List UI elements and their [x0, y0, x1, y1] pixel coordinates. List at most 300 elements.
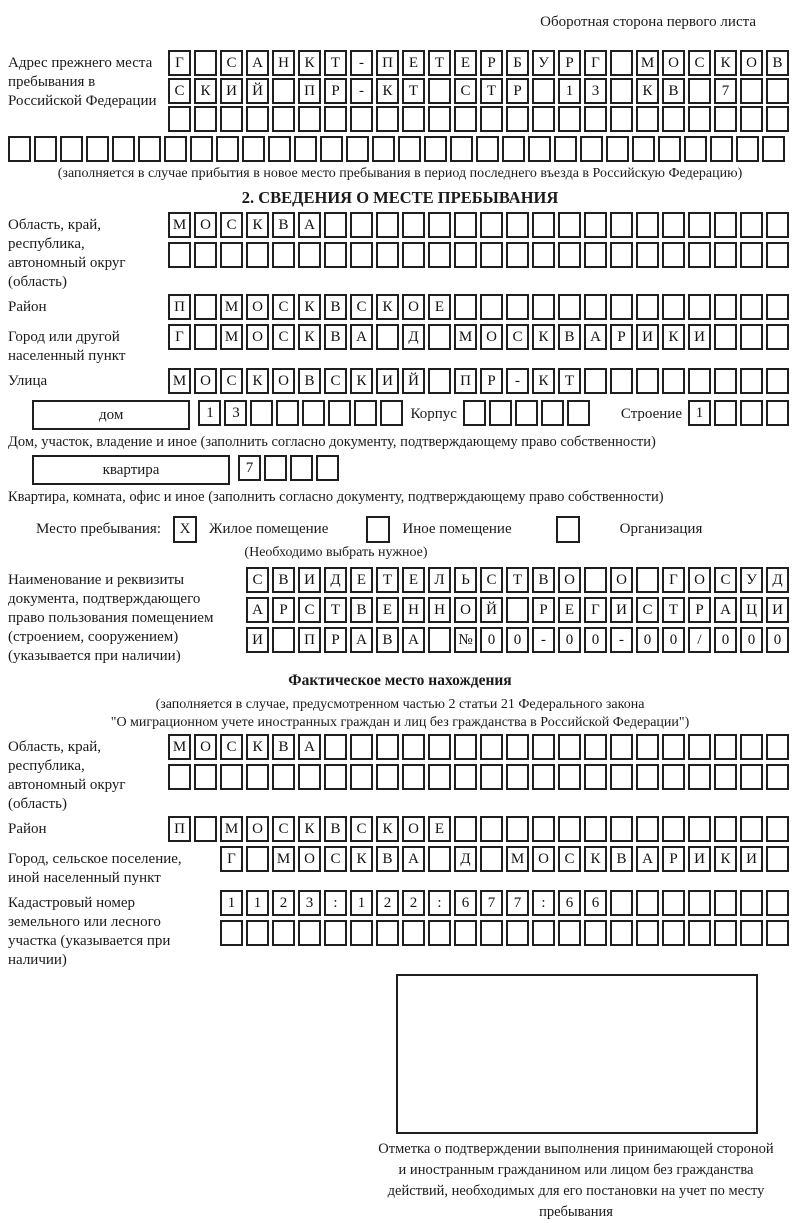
char-cell[interactable]: Г — [584, 597, 607, 623]
char-cell[interactable]: С — [714, 567, 737, 593]
char-cell[interactable] — [320, 136, 343, 162]
char-cell[interactable] — [194, 764, 217, 790]
char-cell[interactable] — [380, 400, 403, 426]
char-cell[interactable] — [528, 136, 551, 162]
char-cell[interactable]: 0 — [636, 627, 659, 653]
char-cell[interactable]: А — [298, 734, 321, 760]
char-cell[interactable]: Б — [506, 50, 529, 76]
char-cell[interactable]: - — [532, 627, 555, 653]
char-cell[interactable]: : — [532, 890, 555, 916]
char-cell[interactable]: Т — [558, 368, 581, 394]
char-cell[interactable]: М — [168, 368, 191, 394]
zhiloe-checkbox[interactable]: X — [173, 516, 197, 543]
char-cell[interactable] — [762, 136, 785, 162]
char-cell[interactable]: Р — [532, 597, 555, 623]
char-cell[interactable] — [740, 400, 763, 426]
char-cell[interactable]: О — [194, 734, 217, 760]
char-cell[interactable] — [454, 242, 477, 268]
char-cell[interactable] — [506, 212, 529, 238]
char-cell[interactable] — [610, 242, 633, 268]
char-cell[interactable]: 1 — [220, 890, 243, 916]
char-cell[interactable]: О — [610, 567, 633, 593]
char-cell[interactable] — [714, 890, 737, 916]
char-cell[interactable] — [766, 816, 789, 842]
char-cell[interactable] — [740, 78, 763, 104]
char-cell[interactable]: О — [402, 816, 425, 842]
char-cell[interactable]: И — [246, 627, 269, 653]
char-cell[interactable]: : — [428, 890, 451, 916]
char-cell[interactable] — [714, 764, 737, 790]
char-cell[interactable] — [688, 368, 711, 394]
char-cell[interactable] — [480, 816, 503, 842]
char-cell[interactable] — [766, 368, 789, 394]
char-cell[interactable] — [480, 764, 503, 790]
char-cell[interactable] — [532, 764, 555, 790]
char-cell[interactable]: С — [220, 368, 243, 394]
char-cell[interactable]: Й — [402, 368, 425, 394]
char-cell[interactable] — [766, 400, 789, 426]
char-cell[interactable] — [480, 212, 503, 238]
char-cell[interactable]: В — [662, 78, 685, 104]
char-cell[interactable] — [350, 764, 373, 790]
char-cell[interactable]: М — [168, 212, 191, 238]
char-cell[interactable]: В — [324, 294, 347, 320]
char-cell[interactable]: К — [350, 846, 373, 872]
char-cell[interactable]: С — [272, 294, 295, 320]
char-cell[interactable]: Й — [246, 78, 269, 104]
char-cell[interactable] — [515, 400, 538, 426]
char-cell[interactable] — [428, 106, 451, 132]
char-cell[interactable] — [714, 324, 737, 350]
char-cell[interactable] — [532, 816, 555, 842]
char-cell[interactable]: Р — [506, 78, 529, 104]
char-cell[interactable] — [636, 212, 659, 238]
char-cell[interactable] — [402, 764, 425, 790]
char-cell[interactable] — [766, 212, 789, 238]
char-cell[interactable] — [298, 242, 321, 268]
char-cell[interactable] — [532, 294, 555, 320]
char-cell[interactable] — [194, 50, 217, 76]
char-cell[interactable]: Н — [402, 597, 425, 623]
char-cell[interactable]: К — [376, 78, 399, 104]
char-cell[interactable] — [428, 78, 451, 104]
char-cell[interactable] — [138, 136, 161, 162]
char-cell[interactable] — [168, 106, 191, 132]
char-cell[interactable] — [272, 78, 295, 104]
char-cell[interactable]: Г — [168, 50, 191, 76]
char-cell[interactable] — [428, 627, 451, 653]
char-cell[interactable] — [558, 212, 581, 238]
char-cell[interactable] — [532, 242, 555, 268]
char-cell[interactable]: А — [246, 597, 269, 623]
char-cell[interactable] — [298, 920, 321, 946]
char-cell[interactable]: И — [298, 567, 321, 593]
char-cell[interactable] — [376, 212, 399, 238]
char-cell[interactable] — [710, 136, 733, 162]
char-cell[interactable] — [532, 78, 555, 104]
char-cell[interactable] — [220, 242, 243, 268]
char-cell[interactable]: О — [298, 846, 321, 872]
char-cell[interactable]: 0 — [506, 627, 529, 653]
char-cell[interactable] — [636, 242, 659, 268]
char-cell[interactable] — [740, 106, 763, 132]
char-cell[interactable]: - — [506, 368, 529, 394]
char-cell[interactable]: О — [558, 567, 581, 593]
char-cell[interactable]: О — [402, 294, 425, 320]
char-cell[interactable] — [567, 400, 590, 426]
char-cell[interactable] — [164, 136, 187, 162]
char-cell[interactable]: С — [220, 734, 243, 760]
char-cell[interactable] — [324, 920, 347, 946]
char-cell[interactable]: 7 — [238, 455, 261, 481]
char-cell[interactable] — [454, 294, 477, 320]
char-cell[interactable] — [766, 106, 789, 132]
char-cell[interactable]: Р — [662, 846, 685, 872]
char-cell[interactable] — [584, 242, 607, 268]
char-cell[interactable]: И — [220, 78, 243, 104]
char-cell[interactable]: О — [246, 294, 269, 320]
char-cell[interactable]: 1 — [558, 78, 581, 104]
char-cell[interactable] — [402, 920, 425, 946]
char-cell[interactable]: В — [324, 324, 347, 350]
char-cell[interactable] — [346, 136, 369, 162]
char-cell[interactable] — [688, 242, 711, 268]
char-cell[interactable] — [272, 920, 295, 946]
char-cell[interactable] — [532, 106, 555, 132]
char-cell[interactable] — [584, 294, 607, 320]
char-cell[interactable] — [662, 816, 685, 842]
char-cell[interactable] — [662, 212, 685, 238]
char-cell[interactable] — [506, 816, 529, 842]
char-cell[interactable]: В — [272, 567, 295, 593]
char-cell[interactable] — [376, 764, 399, 790]
char-cell[interactable]: / — [688, 627, 711, 653]
char-cell[interactable]: О — [194, 368, 217, 394]
char-cell[interactable]: Т — [506, 567, 529, 593]
char-cell[interactable]: 3 — [224, 400, 247, 426]
char-cell[interactable] — [428, 734, 451, 760]
char-cell[interactable] — [354, 400, 377, 426]
char-cell[interactable]: 3 — [298, 890, 321, 916]
char-cell[interactable]: А — [246, 50, 269, 76]
char-cell[interactable]: М — [506, 846, 529, 872]
char-cell[interactable] — [428, 324, 451, 350]
char-cell[interactable] — [376, 324, 399, 350]
char-cell[interactable]: А — [350, 627, 373, 653]
char-cell[interactable] — [610, 106, 633, 132]
char-cell[interactable]: 2 — [376, 890, 399, 916]
char-cell[interactable] — [302, 400, 325, 426]
char-cell[interactable] — [662, 764, 685, 790]
char-cell[interactable] — [740, 816, 763, 842]
char-cell[interactable] — [740, 242, 763, 268]
char-cell[interactable] — [276, 400, 299, 426]
char-cell[interactable]: И — [766, 597, 789, 623]
char-cell[interactable]: Р — [610, 324, 633, 350]
char-cell[interactable]: Е — [350, 567, 373, 593]
char-cell[interactable] — [636, 567, 659, 593]
char-cell[interactable]: Л — [428, 567, 451, 593]
char-cell[interactable] — [714, 400, 737, 426]
char-cell[interactable] — [766, 920, 789, 946]
char-cell[interactable] — [398, 136, 421, 162]
char-cell[interactable] — [480, 920, 503, 946]
char-cell[interactable] — [428, 368, 451, 394]
char-cell[interactable] — [428, 846, 451, 872]
char-cell[interactable]: П — [454, 368, 477, 394]
char-cell[interactable]: Т — [662, 597, 685, 623]
char-cell[interactable] — [688, 816, 711, 842]
char-cell[interactable] — [480, 242, 503, 268]
char-cell[interactable] — [220, 106, 243, 132]
char-cell[interactable] — [350, 920, 373, 946]
char-cell[interactable]: А — [402, 846, 425, 872]
char-cell[interactable] — [610, 890, 633, 916]
char-cell[interactable]: В — [558, 324, 581, 350]
char-cell[interactable]: 6 — [584, 890, 607, 916]
char-cell[interactable]: У — [532, 50, 555, 76]
char-cell[interactable] — [558, 764, 581, 790]
char-cell[interactable] — [558, 294, 581, 320]
char-cell[interactable]: Г — [220, 846, 243, 872]
char-cell[interactable] — [272, 627, 295, 653]
char-cell[interactable]: И — [610, 597, 633, 623]
char-cell[interactable] — [60, 136, 83, 162]
char-cell[interactable]: 6 — [558, 890, 581, 916]
char-cell[interactable] — [662, 890, 685, 916]
char-cell[interactable]: Е — [428, 816, 451, 842]
char-cell[interactable] — [740, 920, 763, 946]
char-cell[interactable]: Н — [272, 50, 295, 76]
char-cell[interactable]: О — [246, 816, 269, 842]
char-cell[interactable] — [662, 920, 685, 946]
char-cell[interactable] — [584, 106, 607, 132]
char-cell[interactable] — [272, 242, 295, 268]
char-cell[interactable]: 6 — [454, 890, 477, 916]
char-cell[interactable] — [766, 242, 789, 268]
char-cell[interactable] — [246, 242, 269, 268]
char-cell[interactable] — [766, 324, 789, 350]
char-cell[interactable]: Й — [480, 597, 503, 623]
char-cell[interactable]: - — [350, 50, 373, 76]
char-cell[interactable]: С — [454, 78, 477, 104]
char-cell[interactable]: 0 — [584, 627, 607, 653]
char-cell[interactable]: К — [584, 846, 607, 872]
char-cell[interactable] — [632, 136, 655, 162]
char-cell[interactable]: М — [454, 324, 477, 350]
char-cell[interactable]: 0 — [714, 627, 737, 653]
char-cell[interactable]: Д — [454, 846, 477, 872]
char-cell[interactable]: Г — [168, 324, 191, 350]
char-cell[interactable]: С — [220, 212, 243, 238]
char-cell[interactable] — [480, 294, 503, 320]
char-cell[interactable] — [714, 368, 737, 394]
char-cell[interactable] — [584, 368, 607, 394]
char-cell[interactable]: И — [376, 368, 399, 394]
char-cell[interactable] — [740, 212, 763, 238]
char-cell[interactable] — [532, 734, 555, 760]
char-cell[interactable]: К — [246, 368, 269, 394]
char-cell[interactable]: 3 — [584, 78, 607, 104]
char-cell[interactable] — [86, 136, 109, 162]
char-cell[interactable] — [268, 136, 291, 162]
char-cell[interactable] — [636, 294, 659, 320]
char-cell[interactable]: У — [740, 567, 763, 593]
char-cell[interactable]: С — [350, 816, 373, 842]
char-cell[interactable] — [112, 136, 135, 162]
char-cell[interactable] — [584, 764, 607, 790]
char-cell[interactable]: Д — [402, 324, 425, 350]
char-cell[interactable] — [541, 400, 564, 426]
char-cell[interactable] — [636, 816, 659, 842]
char-cell[interactable]: Т — [428, 50, 451, 76]
char-cell[interactable] — [428, 212, 451, 238]
char-cell[interactable] — [610, 764, 633, 790]
char-cell[interactable] — [714, 294, 737, 320]
char-cell[interactable] — [558, 106, 581, 132]
char-cell[interactable]: П — [168, 294, 191, 320]
char-cell[interactable] — [766, 846, 789, 872]
char-cell[interactable]: - — [350, 78, 373, 104]
char-cell[interactable] — [250, 400, 273, 426]
char-cell[interactable]: С — [636, 597, 659, 623]
char-cell[interactable]: О — [454, 597, 477, 623]
char-cell[interactable] — [688, 78, 711, 104]
char-cell[interactable] — [532, 920, 555, 946]
char-cell[interactable]: Т — [376, 567, 399, 593]
char-cell[interactable] — [350, 106, 373, 132]
char-cell[interactable]: И — [688, 846, 711, 872]
char-cell[interactable] — [402, 734, 425, 760]
char-cell[interactable] — [606, 136, 629, 162]
char-cell[interactable] — [324, 734, 347, 760]
char-cell[interactable] — [714, 212, 737, 238]
char-cell[interactable] — [194, 294, 217, 320]
char-cell[interactable] — [766, 294, 789, 320]
char-cell[interactable] — [558, 920, 581, 946]
char-cell[interactable] — [272, 106, 295, 132]
char-cell[interactable]: С — [246, 567, 269, 593]
char-cell[interactable]: В — [324, 816, 347, 842]
char-cell[interactable]: 1 — [246, 890, 269, 916]
char-cell[interactable]: Т — [480, 78, 503, 104]
char-cell[interactable]: С — [272, 324, 295, 350]
char-cell[interactable] — [636, 890, 659, 916]
char-cell[interactable] — [636, 920, 659, 946]
char-cell[interactable]: Е — [402, 567, 425, 593]
char-cell[interactable]: К — [298, 324, 321, 350]
char-cell[interactable]: 0 — [662, 627, 685, 653]
char-cell[interactable]: К — [714, 846, 737, 872]
char-cell[interactable]: 2 — [402, 890, 425, 916]
char-cell[interactable]: М — [168, 734, 191, 760]
char-cell[interactable] — [584, 212, 607, 238]
char-cell[interactable] — [246, 106, 269, 132]
char-cell[interactable] — [298, 106, 321, 132]
char-cell[interactable] — [688, 212, 711, 238]
char-cell[interactable]: Р — [272, 597, 295, 623]
char-cell[interactable] — [662, 734, 685, 760]
char-cell[interactable] — [714, 106, 737, 132]
char-cell[interactable] — [610, 734, 633, 760]
char-cell[interactable] — [489, 400, 512, 426]
char-cell[interactable]: Д — [324, 567, 347, 593]
char-cell[interactable]: Р — [324, 78, 347, 104]
char-cell[interactable]: Р — [688, 597, 711, 623]
char-cell[interactable] — [658, 136, 681, 162]
char-cell[interactable]: Р — [480, 368, 503, 394]
char-cell[interactable] — [506, 734, 529, 760]
char-cell[interactable] — [580, 136, 603, 162]
char-cell[interactable]: С — [298, 597, 321, 623]
char-cell[interactable]: 0 — [740, 627, 763, 653]
char-cell[interactable]: 0 — [480, 627, 503, 653]
char-cell[interactable] — [324, 764, 347, 790]
char-cell[interactable] — [766, 734, 789, 760]
char-cell[interactable] — [636, 106, 659, 132]
char-cell[interactable] — [324, 106, 347, 132]
char-cell[interactable] — [740, 734, 763, 760]
char-cell[interactable] — [402, 106, 425, 132]
char-cell[interactable]: В — [376, 627, 399, 653]
char-cell[interactable] — [316, 455, 339, 481]
char-cell[interactable] — [194, 816, 217, 842]
char-cell[interactable]: 0 — [766, 627, 789, 653]
char-cell[interactable] — [610, 294, 633, 320]
char-cell[interactable] — [714, 816, 737, 842]
char-cell[interactable]: - — [610, 627, 633, 653]
char-cell[interactable] — [376, 106, 399, 132]
char-cell[interactable]: О — [532, 846, 555, 872]
char-cell[interactable]: В — [298, 368, 321, 394]
char-cell[interactable]: 1 — [350, 890, 373, 916]
char-cell[interactable]: 0 — [558, 627, 581, 653]
char-cell[interactable] — [402, 242, 425, 268]
char-cell[interactable]: 1 — [688, 400, 711, 426]
char-cell[interactable]: С — [324, 846, 347, 872]
char-cell[interactable]: Ц — [740, 597, 763, 623]
char-cell[interactable] — [740, 324, 763, 350]
char-cell[interactable] — [662, 106, 685, 132]
char-cell[interactable]: Р — [480, 50, 503, 76]
char-cell[interactable]: Е — [376, 597, 399, 623]
char-cell[interactable]: В — [610, 846, 633, 872]
char-cell[interactable] — [242, 136, 265, 162]
char-cell[interactable] — [740, 368, 763, 394]
char-cell[interactable]: № — [454, 627, 477, 653]
char-cell[interactable]: Е — [428, 294, 451, 320]
char-cell[interactable] — [376, 242, 399, 268]
char-cell[interactable]: О — [272, 368, 295, 394]
char-cell[interactable]: К — [298, 816, 321, 842]
char-cell[interactable] — [662, 294, 685, 320]
char-cell[interactable]: К — [532, 324, 555, 350]
char-cell[interactable] — [376, 920, 399, 946]
char-cell[interactable]: В — [272, 734, 295, 760]
char-cell[interactable]: К — [298, 294, 321, 320]
char-cell[interactable]: А — [350, 324, 373, 350]
char-cell[interactable] — [688, 764, 711, 790]
char-cell[interactable]: С — [324, 368, 347, 394]
char-cell[interactable] — [736, 136, 759, 162]
char-cell[interactable]: К — [194, 78, 217, 104]
char-cell[interactable] — [532, 212, 555, 238]
char-cell[interactable] — [636, 368, 659, 394]
char-cell[interactable] — [740, 764, 763, 790]
char-cell[interactable]: 2 — [272, 890, 295, 916]
char-cell[interactable] — [584, 816, 607, 842]
char-cell[interactable] — [428, 764, 451, 790]
